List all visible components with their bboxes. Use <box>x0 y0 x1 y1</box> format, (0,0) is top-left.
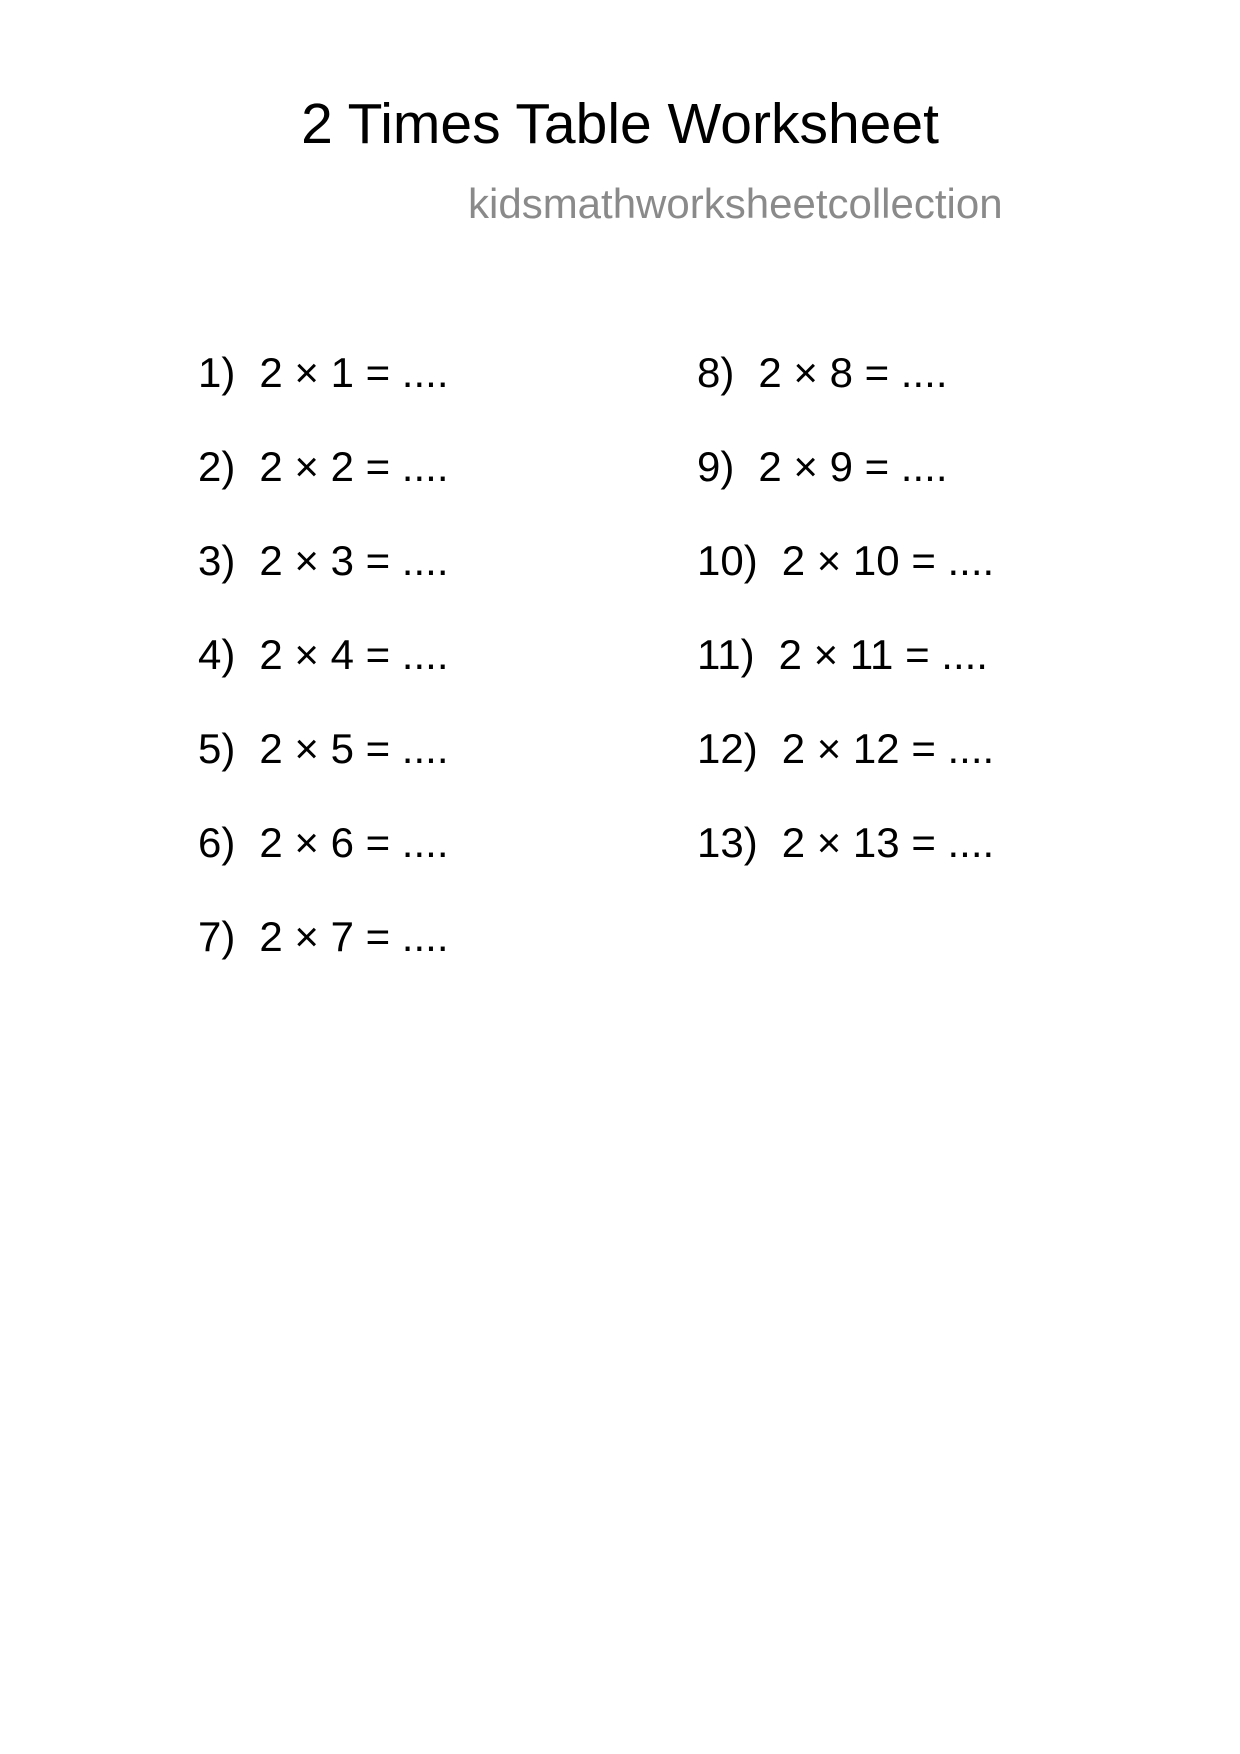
problem-expression: 2 × 12 = .... <box>781 725 995 772</box>
problem-number: 1) <box>198 349 236 396</box>
problem-3 <box>198 537 449 584</box>
problem-expression: 2 × 10 = .... <box>781 537 995 584</box>
problem-number: 3) <box>198 537 236 584</box>
problem-number: 12) <box>697 725 758 772</box>
problem-expression: 2 × 11 = .... <box>778 631 988 678</box>
problem-7 <box>198 913 449 960</box>
problem-9 <box>697 443 948 490</box>
problem-expression: 2 × 13 = .... <box>781 819 995 866</box>
problem-10 <box>697 537 995 584</box>
problem-expression: 2 × 8 = .... <box>758 349 948 396</box>
problem-expression: 2 × 4 = .... <box>259 631 449 678</box>
problem-number: 5) <box>198 725 236 772</box>
problem-expression: 2 × 1 = .... <box>259 349 449 396</box>
problem-expression: 2 × 5 = .... <box>259 725 449 772</box>
worksheet-subtitle: kidsmathworksheetcollection <box>468 180 1003 227</box>
problem-expression: 2 × 7 = .... <box>259 913 449 960</box>
problem-expression: 2 × 9 = .... <box>758 443 948 490</box>
problem-expression: 2 × 2 = .... <box>259 443 449 490</box>
problem-5 <box>198 725 449 772</box>
problem-13 <box>697 819 995 866</box>
problem-number: 8) <box>697 349 735 396</box>
problem-4 <box>198 631 449 678</box>
problem-1 <box>198 349 449 396</box>
problem-number: 6) <box>198 819 236 866</box>
problem-expression: 2 × 3 = .... <box>259 537 449 584</box>
problem-12 <box>697 725 995 772</box>
worksheet-title: 2 Times Table Worksheet <box>301 92 939 156</box>
problem-number: 13) <box>697 819 758 866</box>
problem-number: 11) <box>697 631 755 678</box>
problem-number: 10) <box>697 537 758 584</box>
problem-number: 2) <box>198 443 236 490</box>
problem-6 <box>198 819 449 866</box>
problem-number: 4) <box>198 631 236 678</box>
problem-2 <box>198 443 449 490</box>
problem-8 <box>697 349 948 396</box>
problem-11 <box>697 631 988 678</box>
problem-expression: 2 × 6 = .... <box>259 819 449 866</box>
problem-number: 7) <box>198 913 236 960</box>
problem-number: 9) <box>697 443 735 490</box>
